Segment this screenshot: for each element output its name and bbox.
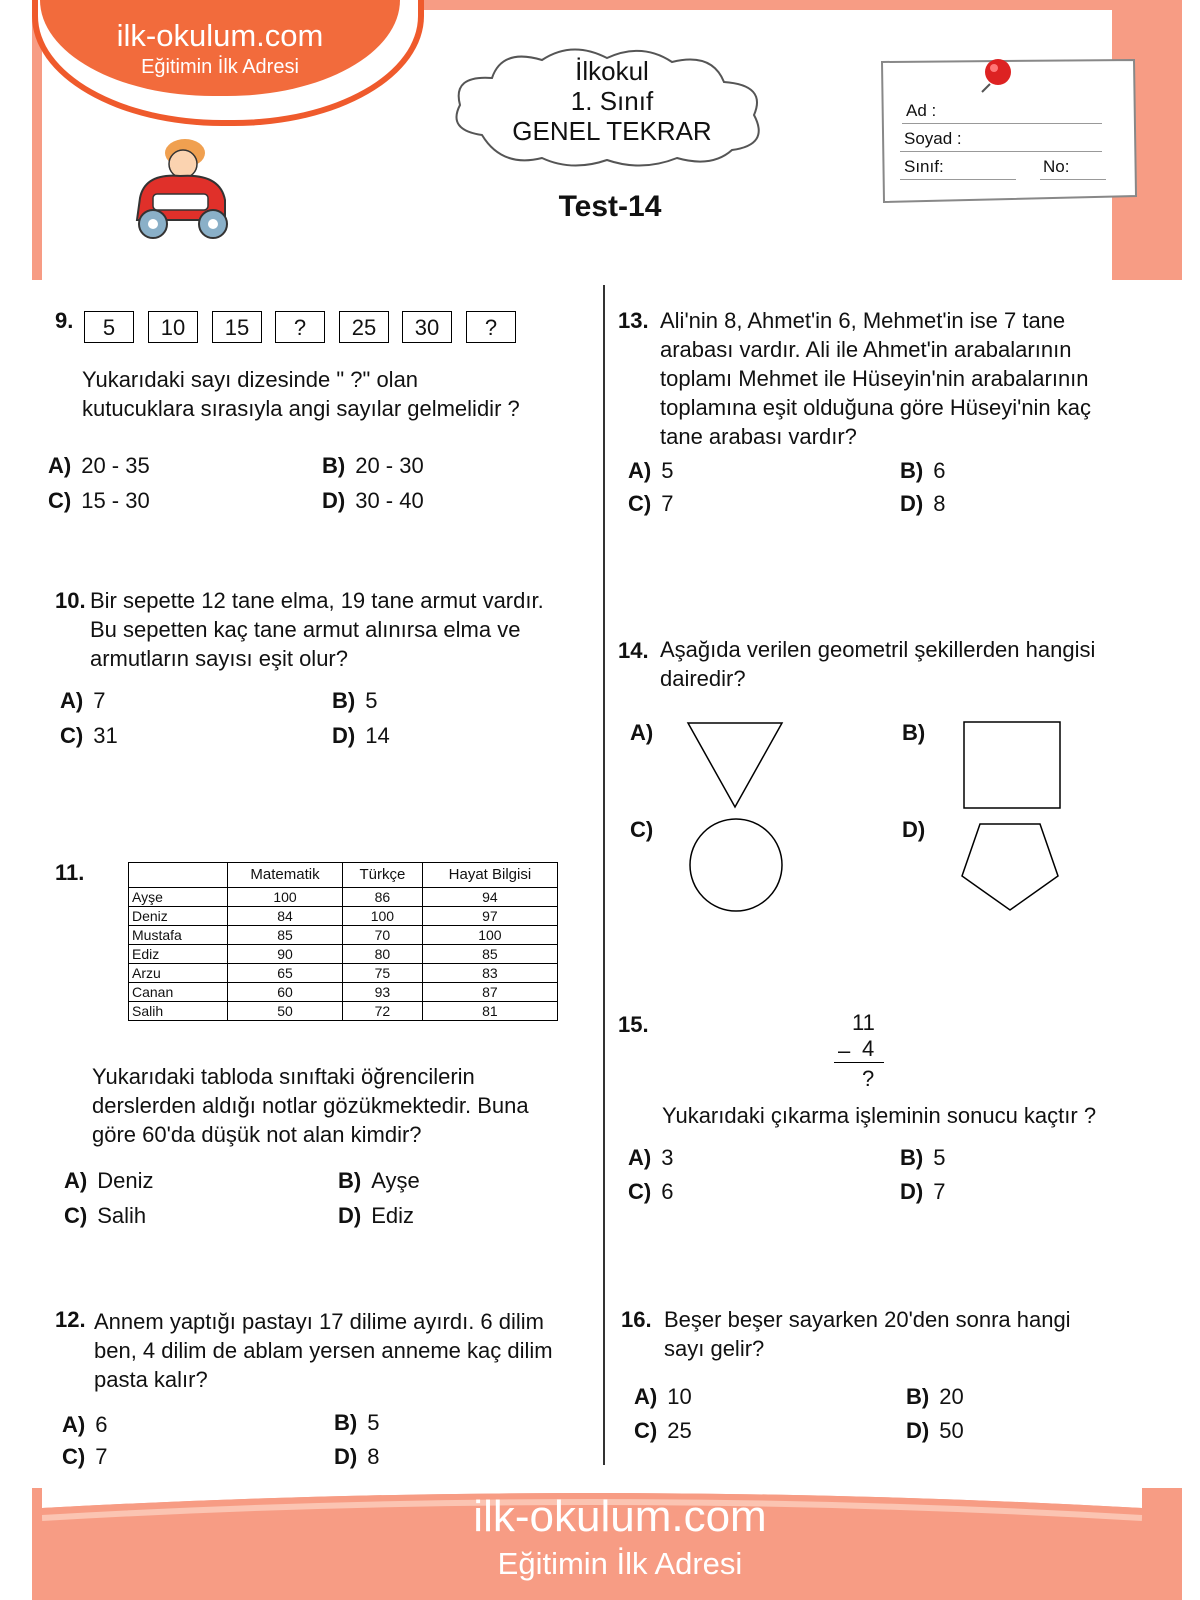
q12-number: 12. [55, 1307, 86, 1332]
q14-option-d[interactable]: D) [902, 817, 926, 842]
q11-option-c[interactable]: C) Salih [64, 1203, 147, 1228]
q10-number: 10. [55, 588, 86, 613]
table-cell: 85 [422, 945, 557, 964]
q13-text-line: toplamı Mehmet ile Hüseyin'nin arabalarının [660, 366, 1089, 391]
q11-option-b[interactable]: B) Ayşe [338, 1168, 420, 1193]
table-cell: 72 [343, 1002, 423, 1021]
table-row [129, 983, 558, 1002]
q12-option-c[interactable]: C) 7 [62, 1444, 108, 1469]
logo-tagline: Eğitimin İlk Adresi [141, 56, 299, 78]
q15-text: Yukarıdaki çıkarma işleminin sonucu kaçtır ? [662, 1103, 1097, 1128]
table-cell: Ediz [129, 945, 228, 964]
footer-tagline: Eğitimin İlk Adresi [497, 1546, 743, 1581]
q13-text-line: arabası vardır. Ali ile Ahmet'in arabalarının [660, 337, 1072, 362]
table-row [129, 964, 558, 983]
q9-option-d[interactable]: D) 30 - 40 [322, 488, 424, 513]
q9-seq-box: 15 [212, 311, 262, 343]
test-title: Test-14 [558, 190, 662, 223]
table-header: Türkçe [343, 863, 423, 888]
q12-text-line: pasta kalır? [94, 1367, 208, 1392]
q14-option-c[interactable]: C) [630, 817, 654, 842]
q13-text [660, 306, 1091, 451]
q9-seq-box: ? [466, 311, 516, 343]
q12-option-d[interactable]: D) 8 [334, 1444, 380, 1469]
table-header: Hayat Bilgisi [422, 863, 557, 888]
q10-text-line: Bu sepetten kaç tane armut alınırsa elma ve [90, 617, 521, 642]
table-row [129, 907, 558, 926]
card-no-line [1040, 179, 1106, 180]
table-cell: 87 [422, 983, 557, 1002]
table-cell: 75 [343, 964, 423, 983]
q14-text [660, 635, 1095, 693]
table-row [129, 1002, 558, 1021]
pushpin-icon [976, 54, 1016, 94]
triangle-shape [680, 715, 790, 815]
q15-option-c[interactable]: C) 6 [628, 1179, 674, 1204]
q9-option-c[interactable]: C) 15 - 30 [48, 488, 150, 513]
table-cell: 100 [343, 907, 423, 926]
card-no-label: No: [1043, 157, 1070, 176]
q9-number: 9. [55, 308, 74, 333]
q16-option-a[interactable]: A) 10 [634, 1384, 692, 1409]
q9-seq-box: 30 [402, 311, 452, 343]
q12-text-line: Annem yaptığı pastayı 17 dilime ayırdı. 6 dilim [94, 1309, 544, 1334]
table-cell: 80 [343, 945, 423, 964]
q16-option-d[interactable]: D) 50 [906, 1418, 964, 1443]
q14-option-b[interactable]: B) [902, 720, 926, 745]
table-cell: Mustafa [129, 926, 228, 945]
q16-text-line: sayı gelir? [664, 1336, 765, 1361]
table-cell: Arzu [129, 964, 228, 983]
q15-option-b[interactable]: B) 5 [900, 1145, 946, 1170]
q9-option-b[interactable]: B) 20 - 30 [322, 453, 424, 478]
table-cell: 97 [422, 907, 557, 926]
q15-number: 15. [618, 1012, 649, 1037]
q13-text-line: toplamına eşit olduğuna göre Hüseyi'nin kaç [660, 395, 1092, 420]
table-cell: 85 [228, 926, 343, 945]
q10-option-a[interactable]: A) 7 [60, 688, 106, 713]
card-sinif-label: Sınıf: [904, 157, 944, 176]
cloud-line-grade: 1. Sınıf [570, 86, 654, 116]
cloud-line-school: İlkokul [575, 56, 649, 86]
q9-text-line: Yukarıdaki sayı dizesinde " ?" olan [82, 367, 419, 392]
table-cell: Canan [129, 983, 228, 1002]
table-row [129, 888, 558, 907]
card-sinif-line [900, 179, 1016, 180]
pentagon-shape [958, 818, 1062, 914]
q13-number: 13. [618, 308, 649, 333]
q15-sub-number: 4 [862, 1036, 875, 1061]
q15-option-a[interactable]: A) 3 [628, 1145, 674, 1170]
table-cell: 83 [422, 964, 557, 983]
q13-option-c[interactable]: C) 7 [628, 491, 674, 516]
q10-text [90, 586, 544, 673]
q12-option-b[interactable]: B) 5 [334, 1410, 380, 1435]
car-mascot-icon [125, 128, 235, 248]
q10-option-b[interactable]: B) 5 [332, 688, 378, 713]
q9-option-a[interactable]: A) 20 - 35 [48, 453, 150, 478]
q11-text-line: Yukarıdaki tabloda sınıftaki öğrencilerin [92, 1064, 475, 1089]
card-soyad-label: Soyad : [904, 129, 962, 148]
cloud-title [462, 56, 762, 146]
table-header: Matematik [228, 863, 343, 888]
q11-option-a[interactable]: A) Deniz [64, 1168, 154, 1193]
table-cell: 50 [228, 1002, 343, 1021]
table-cell: Deniz [129, 907, 228, 926]
q12-text [94, 1307, 553, 1394]
q13-text-line: Ali'nin 8, Ahmet'in 6, Mehmet'in ise 7 tane [660, 308, 1066, 333]
q12-text-line: ben, 4 dilim de ablam yersen anneme kaç dilim [94, 1338, 553, 1363]
q9-text [82, 365, 520, 423]
table-cell: 100 [228, 888, 343, 907]
q9-seq-box: 5 [84, 311, 134, 343]
q9-seq-box: ? [275, 311, 325, 343]
q16-number: 16. [621, 1307, 652, 1332]
q11-text-line: derslerden aldığı notlar gözükmektedir. Buna [92, 1093, 529, 1118]
table-cell: 65 [228, 964, 343, 983]
q13-option-d[interactable]: D) 8 [900, 491, 946, 516]
q15-operation-line [834, 1062, 884, 1063]
q14-number: 14. [618, 638, 649, 663]
q11-text [92, 1062, 529, 1149]
footer-site-name: ilk-okulum.com [473, 1492, 767, 1541]
q16-text-line: Beşer beşer sayarken 20'den sonra hangi [664, 1307, 1071, 1332]
table-cell: 81 [422, 1002, 557, 1021]
q9-text-line: kutucuklara sırasıyla angi sayılar gelmelidir ? [82, 396, 520, 421]
card-soyad-line [900, 151, 1102, 152]
table-cell: 100 [422, 926, 557, 945]
q16-text [664, 1305, 1071, 1363]
q16-option-b[interactable]: B) 20 [906, 1384, 964, 1409]
q10-text-line: armutların sayısı eşit olur? [90, 646, 348, 671]
table-cell: 86 [343, 888, 423, 907]
table-row [129, 945, 558, 964]
table-cell: 90 [228, 945, 343, 964]
q15-result: ? [862, 1066, 875, 1091]
q15-top-number: 11 [852, 1010, 875, 1035]
q14-option-a[interactable]: A) [630, 720, 654, 745]
q16-option-c[interactable]: C) 25 [634, 1418, 692, 1443]
q10-option-d[interactable]: D) 14 [332, 723, 390, 748]
table-cell: 60 [228, 983, 343, 1002]
logo-site-name: ilk-okulum.com [116, 18, 324, 53]
grades-table [128, 862, 558, 1021]
circle-shape [686, 815, 786, 915]
card-ad-label: Ad : [906, 101, 937, 120]
q10-text-line: Bir sepette 12 tane elma, 19 tane armut vardır. [90, 588, 544, 613]
table-header-row [129, 863, 558, 888]
q11-number: 11. [55, 860, 85, 885]
q11-option-d[interactable]: D) Ediz [338, 1203, 415, 1228]
q10-option-c[interactable]: C) 31 [60, 723, 118, 748]
table-cell: Salih [129, 1002, 228, 1021]
table-row [129, 926, 558, 945]
q13-option-a[interactable]: A) 5 [628, 458, 674, 483]
q13-option-b[interactable]: B) 6 [900, 458, 946, 483]
cloud-line-subject: GENEL TEKRAR [512, 116, 712, 146]
q9-seq-box: 25 [339, 311, 389, 343]
q15-minus-sign: – [838, 1038, 851, 1063]
q15-option-d[interactable]: D) 7 [900, 1179, 946, 1204]
q14-text-line: dairedir? [660, 666, 746, 691]
table-cell: 94 [422, 888, 557, 907]
q14-text-line: Aşağıda verilen geometril şekillerden hangisi [660, 637, 1096, 662]
card-ad-line [902, 123, 1102, 124]
table-cell: Ayşe [129, 888, 228, 907]
table-cell: 93 [343, 983, 423, 1002]
q12-option-a[interactable]: A) 6 [62, 1412, 108, 1437]
table-cell: 70 [343, 926, 423, 945]
q9-seq-box: 10 [148, 311, 198, 343]
table-header-blank [129, 863, 228, 888]
square-shape [960, 718, 1064, 812]
table-cell: 84 [228, 907, 343, 926]
q13-text-line: tane arabası vardır? [660, 424, 857, 449]
column-divider [603, 285, 605, 1465]
q11-text-line: göre 60'da düşük not alan kimdir? [92, 1122, 422, 1147]
